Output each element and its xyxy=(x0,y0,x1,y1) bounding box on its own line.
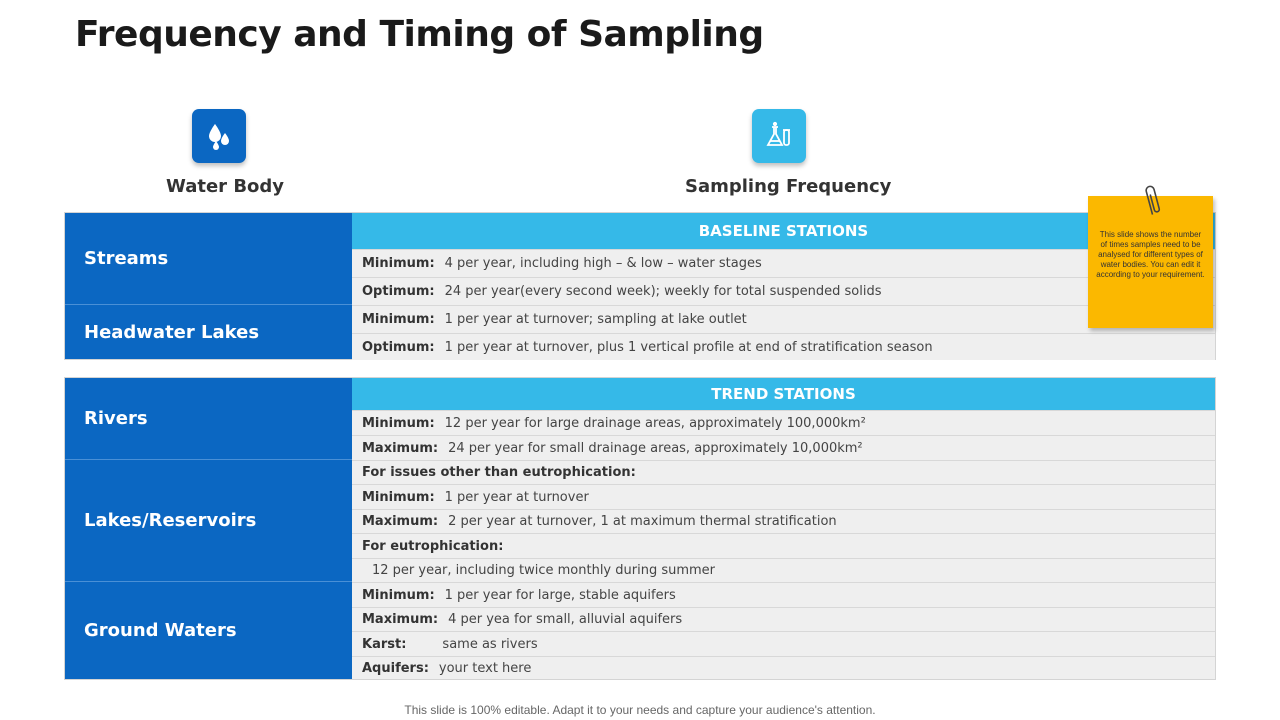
band-trend-stations: TREND STATIONS xyxy=(352,378,1215,410)
row-label: Minimum: xyxy=(362,256,435,271)
trend-stations-table xyxy=(64,377,1216,680)
row-text: same as rivers xyxy=(442,636,538,652)
body-cell-rivers: Rivers xyxy=(65,378,352,460)
row-label: Maximum: xyxy=(362,612,439,627)
row-text: 1 per year for large, stable aquifers xyxy=(444,587,676,603)
row-label: For issues other than eutrophication: xyxy=(362,465,636,480)
row-label: Minimum: xyxy=(362,415,435,431)
row-text: 24 per year for small drainage areas, approximately 10,000km² xyxy=(448,440,863,456)
body-cell-headwater-lakes: Headwater Lakes xyxy=(84,322,260,343)
table-row xyxy=(352,509,1215,533)
row-text: 24 per year(every second week); weekly for total suspended solids xyxy=(444,284,882,299)
row-label: Aquifers: xyxy=(362,660,429,676)
table-row xyxy=(352,435,1215,460)
table-row xyxy=(352,249,1215,277)
row-label: For eutrophication: xyxy=(362,538,504,554)
table-row xyxy=(352,656,1215,679)
footer-text: This slide is 100% editable. Adapt it to your needs and capture your audience's attention. xyxy=(404,703,876,717)
table-row xyxy=(352,607,1215,631)
table-row xyxy=(352,305,1215,333)
lab-flask-icon xyxy=(752,109,806,163)
page-title: Frequency and Timing of Sampling xyxy=(75,14,764,55)
water-drops-icon xyxy=(192,109,246,163)
row-text: 12 per year, including twice monthly during summer xyxy=(372,563,716,578)
column-header-sampling-frequency: Sampling Frequency xyxy=(685,176,892,197)
row-text: 1 per year at turnover; sampling at lake outlet xyxy=(444,312,747,327)
row-label: Karst: xyxy=(362,636,407,652)
table-row xyxy=(352,631,1215,656)
row-label: Optimum: xyxy=(362,339,435,355)
body-cell-ground-waters: Ground Waters xyxy=(84,620,237,641)
row-text: your text here xyxy=(438,660,532,676)
row-label: Minimum: xyxy=(362,489,435,505)
column-header-water-body: Water Body xyxy=(166,176,285,197)
table-row xyxy=(352,582,1215,607)
frequency-column xyxy=(352,213,1215,359)
body-cell-streams: Streams xyxy=(65,213,352,305)
baseline-stations-table xyxy=(64,212,1216,360)
water-body-column xyxy=(65,213,352,359)
frequency-column xyxy=(352,378,1215,679)
table-row xyxy=(352,533,1215,558)
row-label: Optimum: xyxy=(362,284,435,299)
sticky-note: This slide shows the number of times samples need to be analysed for different types of water bodies. You can edit it according to your requirement. xyxy=(1088,196,1213,328)
row-text: 1 per year at turnover, plus 1 vertical profile at end of stratification season xyxy=(444,339,933,355)
table-row xyxy=(352,277,1215,305)
row-text: 12 per year for large drainage areas, approximately 100,000km² xyxy=(444,415,866,431)
row-label: Minimum: xyxy=(362,587,435,603)
table-row xyxy=(352,333,1215,360)
table-row xyxy=(352,558,1215,582)
row-text: 4 per yea for small, alluvial aquifers xyxy=(448,612,683,627)
row-text: 4 per year, including high – & low – water stages xyxy=(444,256,762,271)
table-row xyxy=(352,410,1215,435)
table-row xyxy=(352,460,1215,484)
row-label: Maximum: xyxy=(362,514,439,529)
body-cell-lakes-reservoirs: Lakes/Reservoirs xyxy=(65,460,352,582)
table-row xyxy=(352,484,1215,509)
row-label: Minimum: xyxy=(362,312,435,327)
row-text: 2 per year at turnover, 1 at maximum thermal stratification xyxy=(448,514,837,529)
paperclip-icon xyxy=(1143,184,1163,218)
water-body-column xyxy=(65,378,352,679)
row-text: 1 per year at turnover xyxy=(444,489,589,505)
row-label: Maximum: xyxy=(362,440,439,456)
band-baseline-stations: BASELINE STATIONS xyxy=(352,213,1215,249)
